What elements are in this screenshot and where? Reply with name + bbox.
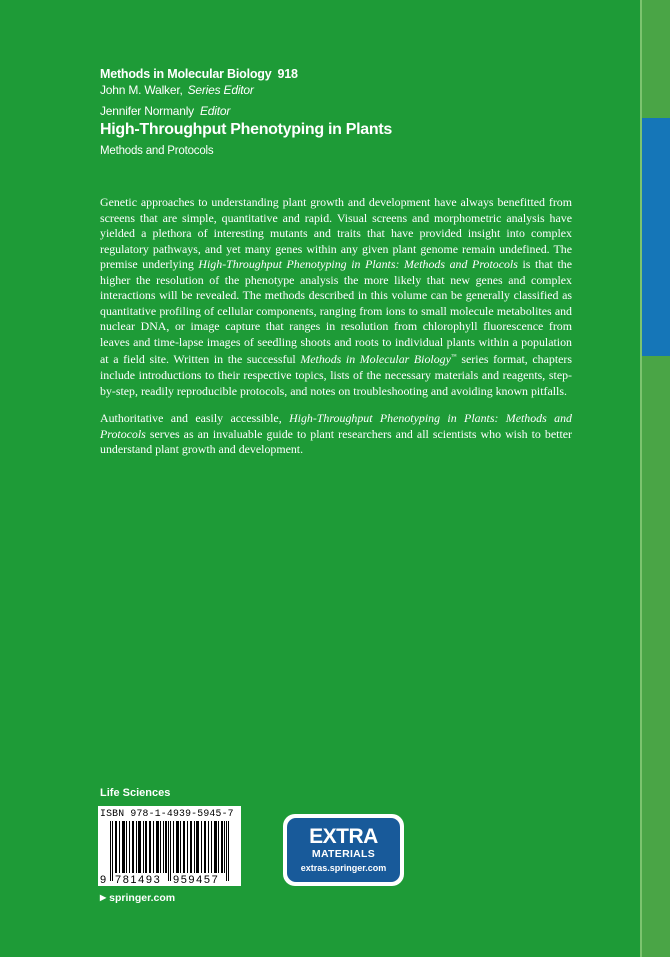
series-name: Methods in Molecular Biology bbox=[100, 67, 272, 81]
series-number: 918 bbox=[277, 67, 298, 81]
isbn-number: ISBN 978-1-4939-5945-7 bbox=[100, 808, 234, 819]
isbn-barcode bbox=[98, 806, 241, 886]
series-title bbox=[100, 66, 580, 82]
extra-title: EXTRA bbox=[309, 825, 378, 848]
subject-category: Life Sciences bbox=[100, 787, 171, 799]
series-editor-role: Series Editor bbox=[187, 83, 254, 97]
description-text: Genetic approaches to understanding plant growth and development have always benefitted from screens that are simple, quantitative and rapid. Visual screens and morphometric analysis have yielded a plethora of interesting mutants and traits that have provided insight into complex regulatory pathways, and yet many genes within any given plant genome remain undefined. The premise underlying bbox=[100, 195, 572, 272]
book-title: High-Throughput Phenotyping in Plants bbox=[100, 121, 392, 138]
series-editor-name: John M. Walker, bbox=[100, 83, 183, 97]
extra-url: extras.springer.com bbox=[300, 863, 387, 873]
springer-link-text: springer.com bbox=[109, 892, 176, 904]
description-text: series format, chapters include introductions to their respective topics, lists of the necessary materials and reagents, step-by-step, readily reproducible protocols, and notes on troubleshooting and avoiding known pitfalls. bbox=[100, 352, 572, 398]
description-text: serves as an invaluable guide to plant researchers and all scientists who wish to better understand plant growth and development. bbox=[100, 426, 572, 457]
arrow-right-icon: ▶ bbox=[100, 893, 107, 902]
book-subtitle: Methods and Protocols bbox=[100, 145, 214, 157]
description-book-title: High-Throughput Phenotyping in Plants: Methods and Protocols bbox=[100, 411, 572, 441]
book-editor-role: Editor bbox=[199, 104, 231, 118]
description-book-title: High-Throughput Phenotyping in Plants: Methods and Protocols bbox=[198, 257, 518, 272]
barcode-digit-group-left: 781493 bbox=[115, 874, 162, 886]
book-description bbox=[100, 195, 572, 470]
barcode-digit-group-right: 959457 bbox=[173, 874, 220, 886]
description-paragraph-1 bbox=[100, 195, 572, 399]
extra-materials-badge[interactable] bbox=[283, 814, 404, 886]
description-paragraph-2 bbox=[100, 411, 572, 458]
cover-header bbox=[100, 66, 580, 159]
description-text: is that the higher the resolution of the phenotype analysis the more likely that new genes and complex interactions will be revealed. The methods described in this volume can be generally classified as quantitative profiling of cellular components, ranging from ions to small molecule metabolites and nuclear DNA, or image capture that ranges in resolution from chlorophyll fluorescence from leaves and time-lapse images of seedling shoots and roots to individual plants within a population at a field site. Written in the successful bbox=[100, 257, 572, 367]
description-text: Authoritative and easily accessible, bbox=[100, 411, 290, 426]
extra-materials-badge-inner bbox=[287, 818, 400, 882]
spine-blue-band bbox=[642, 118, 670, 356]
extra-subtitle: MATERIALS bbox=[311, 848, 376, 860]
trademark-symbol: ™ bbox=[450, 354, 457, 361]
book-editor-name: Jennifer Normanly bbox=[100, 104, 194, 118]
book-editor bbox=[100, 103, 580, 119]
springer-link[interactable] bbox=[100, 892, 175, 904]
series-editor bbox=[100, 82, 580, 98]
description-series-title: Methods in Molecular Biology bbox=[300, 352, 451, 367]
barcode-digits bbox=[98, 874, 241, 886]
barcode-digit-first: 9 bbox=[100, 874, 107, 886]
